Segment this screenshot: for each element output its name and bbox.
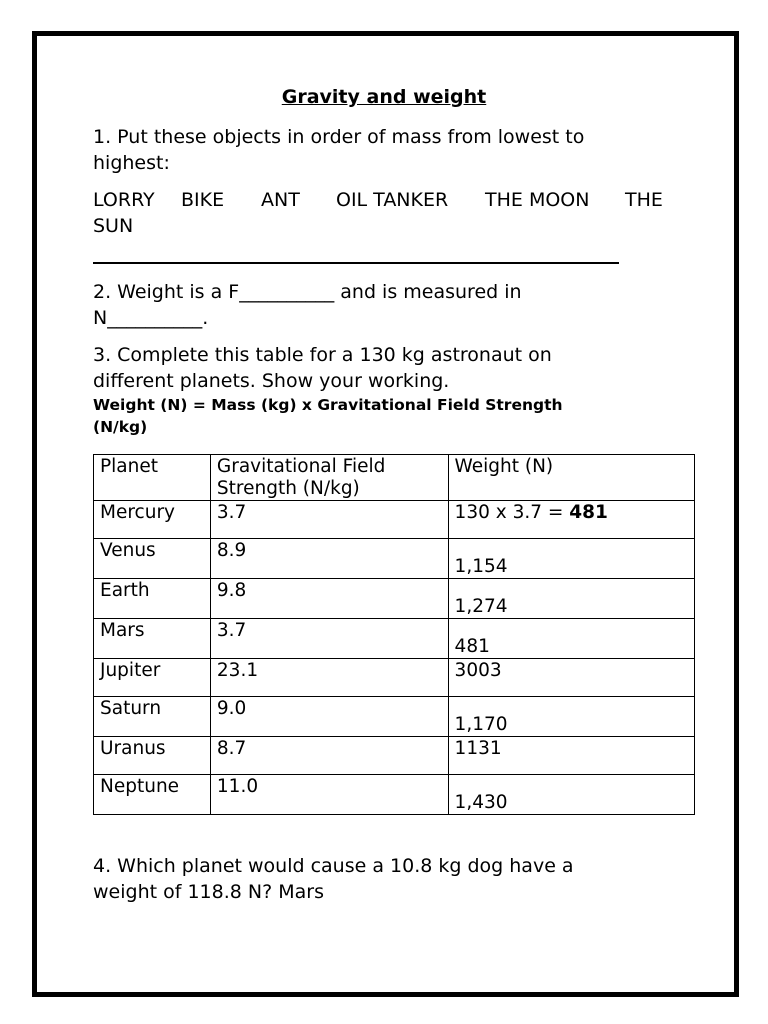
weight-cell: [448, 539, 694, 579]
question-4-line-2: weight of 118.8 N? Mars: [93, 881, 324, 903]
planet-cell: Uranus: [94, 737, 211, 775]
question-1-line-1: 1. Put these objects in order of mass from lowest to: [93, 126, 585, 148]
question-1: [93, 124, 584, 176]
weight-value: 1,154: [454, 556, 508, 577]
planet-weight-table: [93, 454, 695, 815]
working-text: 130 x 3.7 =: [454, 502, 570, 523]
object-ant: ANT: [261, 189, 300, 211]
weight-value: 481: [454, 636, 490, 657]
header-planet: Planet: [94, 455, 211, 501]
gfs-cell: 9.0: [210, 697, 448, 737]
weight-formula-line-1: Weight (N) = Mass (kg) x Gravitational Field Strength: [93, 396, 563, 414]
question-4-line-1: 4. Which planet would cause a 10.8 kg dog have a: [93, 855, 574, 877]
table-row: [94, 697, 695, 737]
planet-cell: Mercury: [94, 501, 211, 539]
question-3: [93, 342, 552, 394]
planet-cell: Venus: [94, 539, 211, 579]
gfs-cell: 11.0: [210, 775, 448, 815]
question-4: [93, 853, 574, 905]
gfs-cell: 8.9: [210, 539, 448, 579]
weight-cell: [448, 775, 694, 815]
object-lorry: LORRY: [93, 189, 155, 211]
question-1-line-2: highest:: [93, 152, 170, 174]
question-2-line-1: 2. Weight is a F__________ and is measured in: [93, 281, 522, 303]
planet-cell: Mars: [94, 619, 211, 659]
planet-cell: Saturn: [94, 697, 211, 737]
table-row: [94, 775, 695, 815]
question-2-line-2: N__________.: [93, 307, 209, 329]
table-row: [94, 659, 695, 697]
answer-line: [93, 262, 619, 264]
gfs-cell: 23.1: [210, 659, 448, 697]
weight-cell: 3003: [448, 659, 694, 697]
weight-cell: [448, 697, 694, 737]
object-the-moon: THE MOON: [485, 189, 590, 211]
weight-formula-line-2: (N/kg): [93, 418, 148, 436]
weight-value: 481: [569, 502, 608, 523]
object-the: THE: [625, 189, 663, 211]
gfs-cell: 8.7: [210, 737, 448, 775]
question-3-line-2: different planets. Show your working.: [93, 370, 450, 392]
table-row: [94, 619, 695, 659]
weight-formula: [93, 394, 563, 438]
header-gravitational-field-strength: Gravitational Field Strength (N/kg): [210, 455, 448, 501]
table-row: [94, 737, 695, 775]
gfs-cell: 9.8: [210, 579, 448, 619]
table-row: [94, 501, 695, 539]
weight-value: 1,274: [454, 596, 508, 617]
object-bike: BIKE: [181, 189, 225, 211]
table-row: [94, 539, 695, 579]
table-header-row: [94, 455, 695, 501]
weight-cell: [448, 501, 694, 539]
object-sun: SUN: [93, 215, 134, 237]
gfs-cell: 3.7: [210, 619, 448, 659]
weight-cell: 1131: [448, 737, 694, 775]
question-3-line-1: 3. Complete this table for a 130 kg astronaut on: [93, 344, 552, 366]
weight-cell: [448, 579, 694, 619]
weight-cell: [448, 619, 694, 659]
planet-cell: Earth: [94, 579, 211, 619]
objects-list: [93, 187, 673, 239]
planet-cell: Neptune: [94, 775, 211, 815]
table-row: [94, 579, 695, 619]
worksheet-title: Gravity and weight: [281, 86, 487, 108]
question-2: [93, 279, 522, 331]
weight-value: 1,170: [454, 714, 508, 735]
header-weight: Weight (N): [448, 455, 694, 501]
object-oil-tanker: OIL TANKER: [336, 189, 449, 211]
gfs-cell: 3.7: [210, 501, 448, 539]
weight-value: 1,430: [454, 792, 508, 813]
planet-cell: Jupiter: [94, 659, 211, 697]
